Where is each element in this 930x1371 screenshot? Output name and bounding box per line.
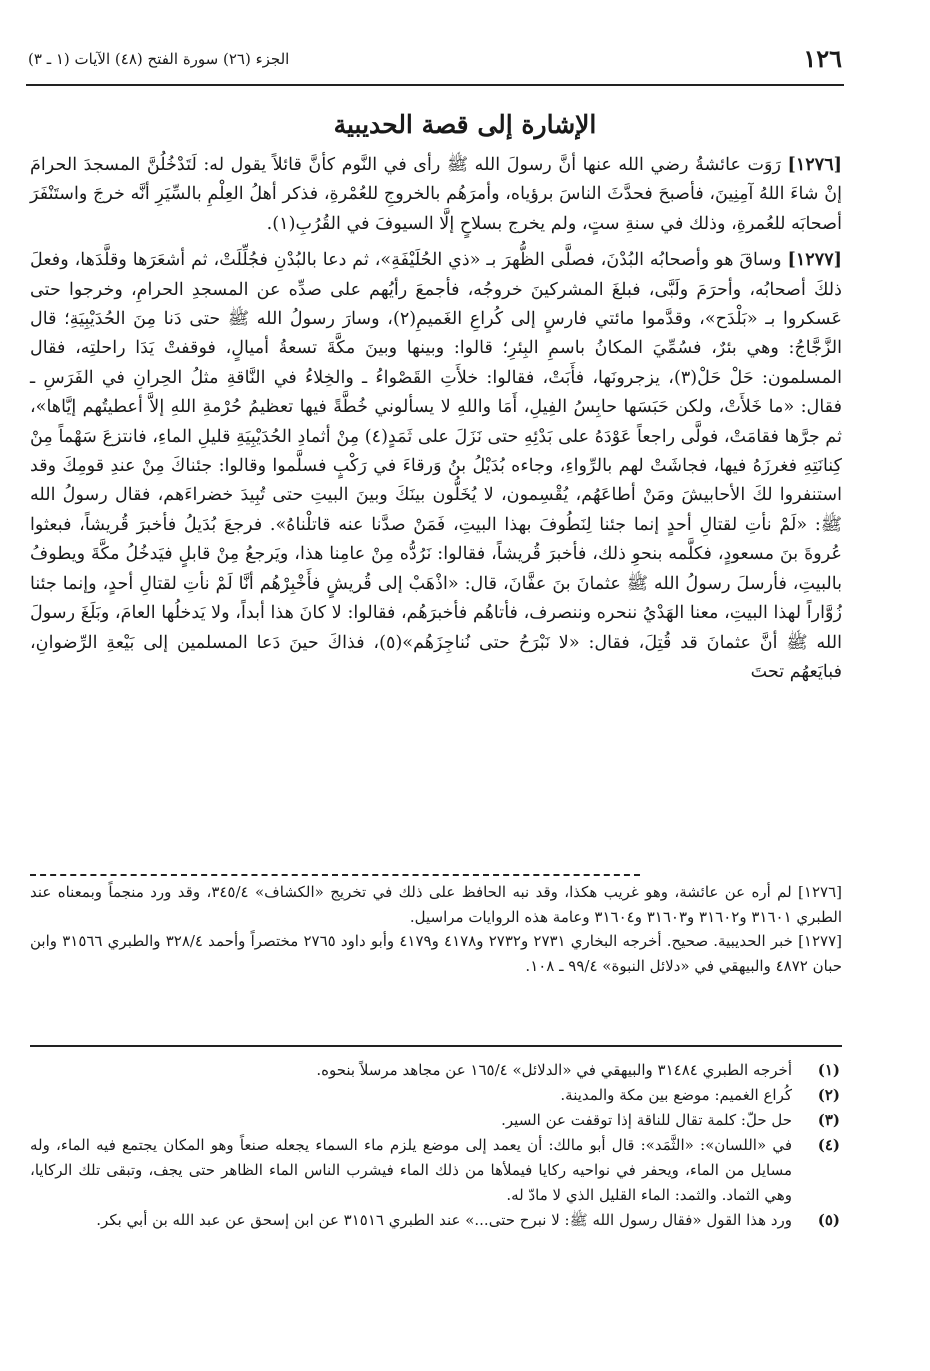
footnote-text: أخرجه الطبري ٣١٤٨٤ والبيهقي في «الدلائل» ١٦٥/٤ عن مجاهد مرسلاً بنحوه. bbox=[316, 1061, 792, 1079]
footnote-item bbox=[30, 1108, 840, 1133]
footnote-number: (٢) bbox=[817, 1086, 840, 1104]
header-rule bbox=[26, 84, 844, 86]
paragraph-1277 bbox=[30, 245, 842, 687]
footnote-number: (٣) bbox=[817, 1111, 840, 1129]
takhrij-note-1276: [١٢٧٦] لم أره عن عائشة، وهو غريب هكذا، وقد نبه الحافظ على ذلك في تخريج «الكشاف» ٣٤٥/٤، وقد ورد منجماً وبمعناه عند الطبري ٣١٦٠١ و٣١٦٠٢ و٣١٦٠٣ و٣١٦٠٤ وعامة هذه الروايات مراسيل. bbox=[30, 883, 843, 926]
takhrij-note-1277: [١٢٧٧] خبر الحديبية. صحيح. أخرجه البخاري ٢٧٣١ و٢٧٣٢ و٤١٧٨ و٤١٧٩ وأبو داود ٢٧٦٥ مختصراً وأحمد ٣٢٨/٤ والطبري ٣١٥٦٦ وابن حبان ٤٨٧٢ والبيهقي في «دلائل النبوة» ٩٩/٤ ـ ١٠٨. bbox=[30, 932, 843, 975]
paragraph-number: [١٢٧٦] bbox=[787, 154, 842, 175]
footnote-text: حل حلّ: كلمة تقال للناقة إذا توقفت عن السير. bbox=[501, 1111, 792, 1129]
paragraph-1276 bbox=[30, 150, 842, 239]
footnote-rule bbox=[30, 1045, 842, 1047]
paragraph-text: رَوَت عائشةُ رضي الله عنها أنَّ رسولَ الله ﷺ رأى في النَّوم كأنَّ قائلاً يقول له: لَتَدْخُلُنَّ المسجدَ الحرامَ إنْ شاءَ اللهُ آمِنِينَ، فأصبحَ فحدَّثَ الناسَ برؤياه، وأمرَهُم بالخروجِ للعُمْرةِ، فذكر أهلُ العِلْمِ بالسِّيَرِ أنَّه خرجَ واستَنْفَرَ أصحابَه للعُمرةِ، وذلك في سنةِ ستٍ، ولم يخرج بسلاحٍ إلَّا السيوفَ في القُرُبِ(١). bbox=[30, 155, 842, 234]
footnote-number: (٤) bbox=[817, 1136, 840, 1154]
footnote-text: في «اللسان»: «الثَّمَد»: قال أبو مالك: أن يعمد إلى موضع يلزم ماء السماء يجعله صنعاً وهو المكان يجتمع فيه الماء، وله مسايل من الماء، ويحفر في نواحيه ركايا فيملأها من ذلك الماء فيشرب الناس الماء الظاهر حتى يجف، وتبقى تلك الركايا، وهي الثماد. والثمد: الماء القليل الذي لا مادّ له. bbox=[30, 1136, 792, 1204]
footnote-item bbox=[30, 1133, 840, 1208]
main-text bbox=[30, 150, 842, 693]
footnote-text: ورد هذا القول «فقال رسول الله ﷺ: لا نبرح حتى...» عند الطبري ٣١٥١٦ عن ابن إسحق عن عبد الله بن أبي بكر. bbox=[96, 1211, 792, 1229]
dashed-separator bbox=[30, 874, 640, 876]
takhrij-notes bbox=[30, 880, 842, 978]
paragraph-number: [١٢٧٧] bbox=[787, 249, 842, 271]
running-head bbox=[28, 44, 842, 82]
running-head-title: الجزء (٢٦) سورة الفتح (٤٨) الآيات (١ ـ ٣) bbox=[28, 50, 290, 68]
footnote-number: (٥) bbox=[817, 1211, 840, 1229]
footnote-number: (١) bbox=[817, 1061, 840, 1079]
footnotes bbox=[30, 1058, 840, 1233]
paragraph-text: وساقَ هو وأصحابُه البُدْنَ، فصلَّى الظُّهرَ بـ «ذي الحُلَيْفَةِ»، ثم دعا بالبُدْنِ فجُلِّلَتْ، ثم أشعَرَها وقلَّدَها، وفعلَ ذلكَ أصحابُه، وأحرَمَ ولَبَّى، فبلغَ المشركينَ خروجُه، فأجمعَ رأيُهم على صدِّه عن المسجدِ الحرامِ، وخرجوا حتى عَسكروا بـ «بَلْدَح»، وقدَّموا مائتي فارسٍ إلى كُراعِ الغَميمِ(٢)، وسارَ رسولُ الله ﷺ حتى دَنا مِنَ الحُدَيْبِيَةِ؛ قال الزَّجَّاجُ: وهي بئرٌ، فسُمِّيَ المكانُ باسمِ البِئرِ؛ قالوا: وبينها وبينَ مكَّةَ تسعةُ أميالٍ، فوقفتْ يَدَا راحلتِه، فقال المسلمون: حَلْ حَلْ(٣)، يزجرونَها، فأَبَتْ، فقالوا: خلأَتِ القَصْواءُ ـ والخِلاءُ في النَّاقةِ مثلُ الحِرانِ في الفَرَسِ ـ فقال: «ما خَلأَتْ، ولكن حَبَسَها حابِسُ الفِيلِ، أَمَا واللهِ لا يسألوني خُطَّةً فيها تعظيمُ حُرْمةِ اللهِ إلاَّ أعطيتُهم إيَّاها»، ثم جرَّها فقامَتْ، فولَّى راجعاً عَوْدَهُ على بَدْئِهِ حتى نَزَلَ على ثَمَدٍ(٤) مِنْ أثمادِ الحُدَيْبِيَةِ قليلِ الماءِ، فانتزعَ سَهْماً مِنْ كِنانَتِهِ فغرزَهُ فيها، فجاشَتْ لهم بالرِّواءِ، وجاءه بُدَيْلُ بنُ وَرقاءَ في رَكْبٍ فسلَّموا وقالوا: جئناكَ مِنْ عندِ قومِكَ وقد استنفروا لكَ الأحابيشَ ومَنْ أطاعَهُم، يُقْسِمون، لا يُخَلُّون بينَكَ وبينَ البيتِ حتى تُبِيدَ خضراءَهم، فقال رسولُ الله ﷺ: «لَمْ نأتِ لقتالِ أحدٍ إنما جئنا لِنَطُوفَ بهذا البيتِ، فَمَنْ صدَّنا عنه قاتلْناهُ». فرجعَ بُدَيلُ فأخبرَ قُريشاً، فبعثوا عُروةَ بنَ مسعودٍ، فكلَّمه بنحوِ ذلك، فأخبرَ قُريشاً، فقالوا: نَرُدُّه مِنْ عامِنا هذا، ويَرجعُ مِنْ قابلٍ فيَدخُلُ مكَّةَ ويطوفُ بالبيتِ، فأرسلَ رسولُ الله ﷺ عثمانَ بنَ عفَّانَ، قال: «اذْهَبْ إلى قُريشٍ فأَخْبِرْهُم أنَّا لَمْ نأتِ لقتالِ أحدٍ، وإنما جئنا زُوَّاراً لهذا البيتِ، معنا الهَدْيُ ننحره وننصرف، فأتاهُم فأخبرَهُم، فقالوا: لا كانَ هذا أبداً، ولا يَدخلُها العامَ، وبَلَغَ رسولَ الله ﷺ أنَّ عثمانَ قد قُتِلَ، فقال: «لا نَبْرَحُ حتى نُناجِزَهُم»(٥)، فذاكَ حينَ دَعا المسلمين إلى بَيْعةِ الرِّضوانِ، فبايَعهُم تحتَ bbox=[30, 250, 842, 682]
footnote-text: كُراع الغميم: موضع بين مكة والمدينة. bbox=[560, 1086, 792, 1104]
section-title: الإشارة إلى قصة الحديبية bbox=[333, 110, 597, 139]
page-number: ١٢٦ bbox=[803, 44, 842, 73]
footnote-item bbox=[30, 1058, 840, 1083]
footnote-item bbox=[30, 1083, 840, 1108]
footnote-item bbox=[30, 1208, 840, 1233]
